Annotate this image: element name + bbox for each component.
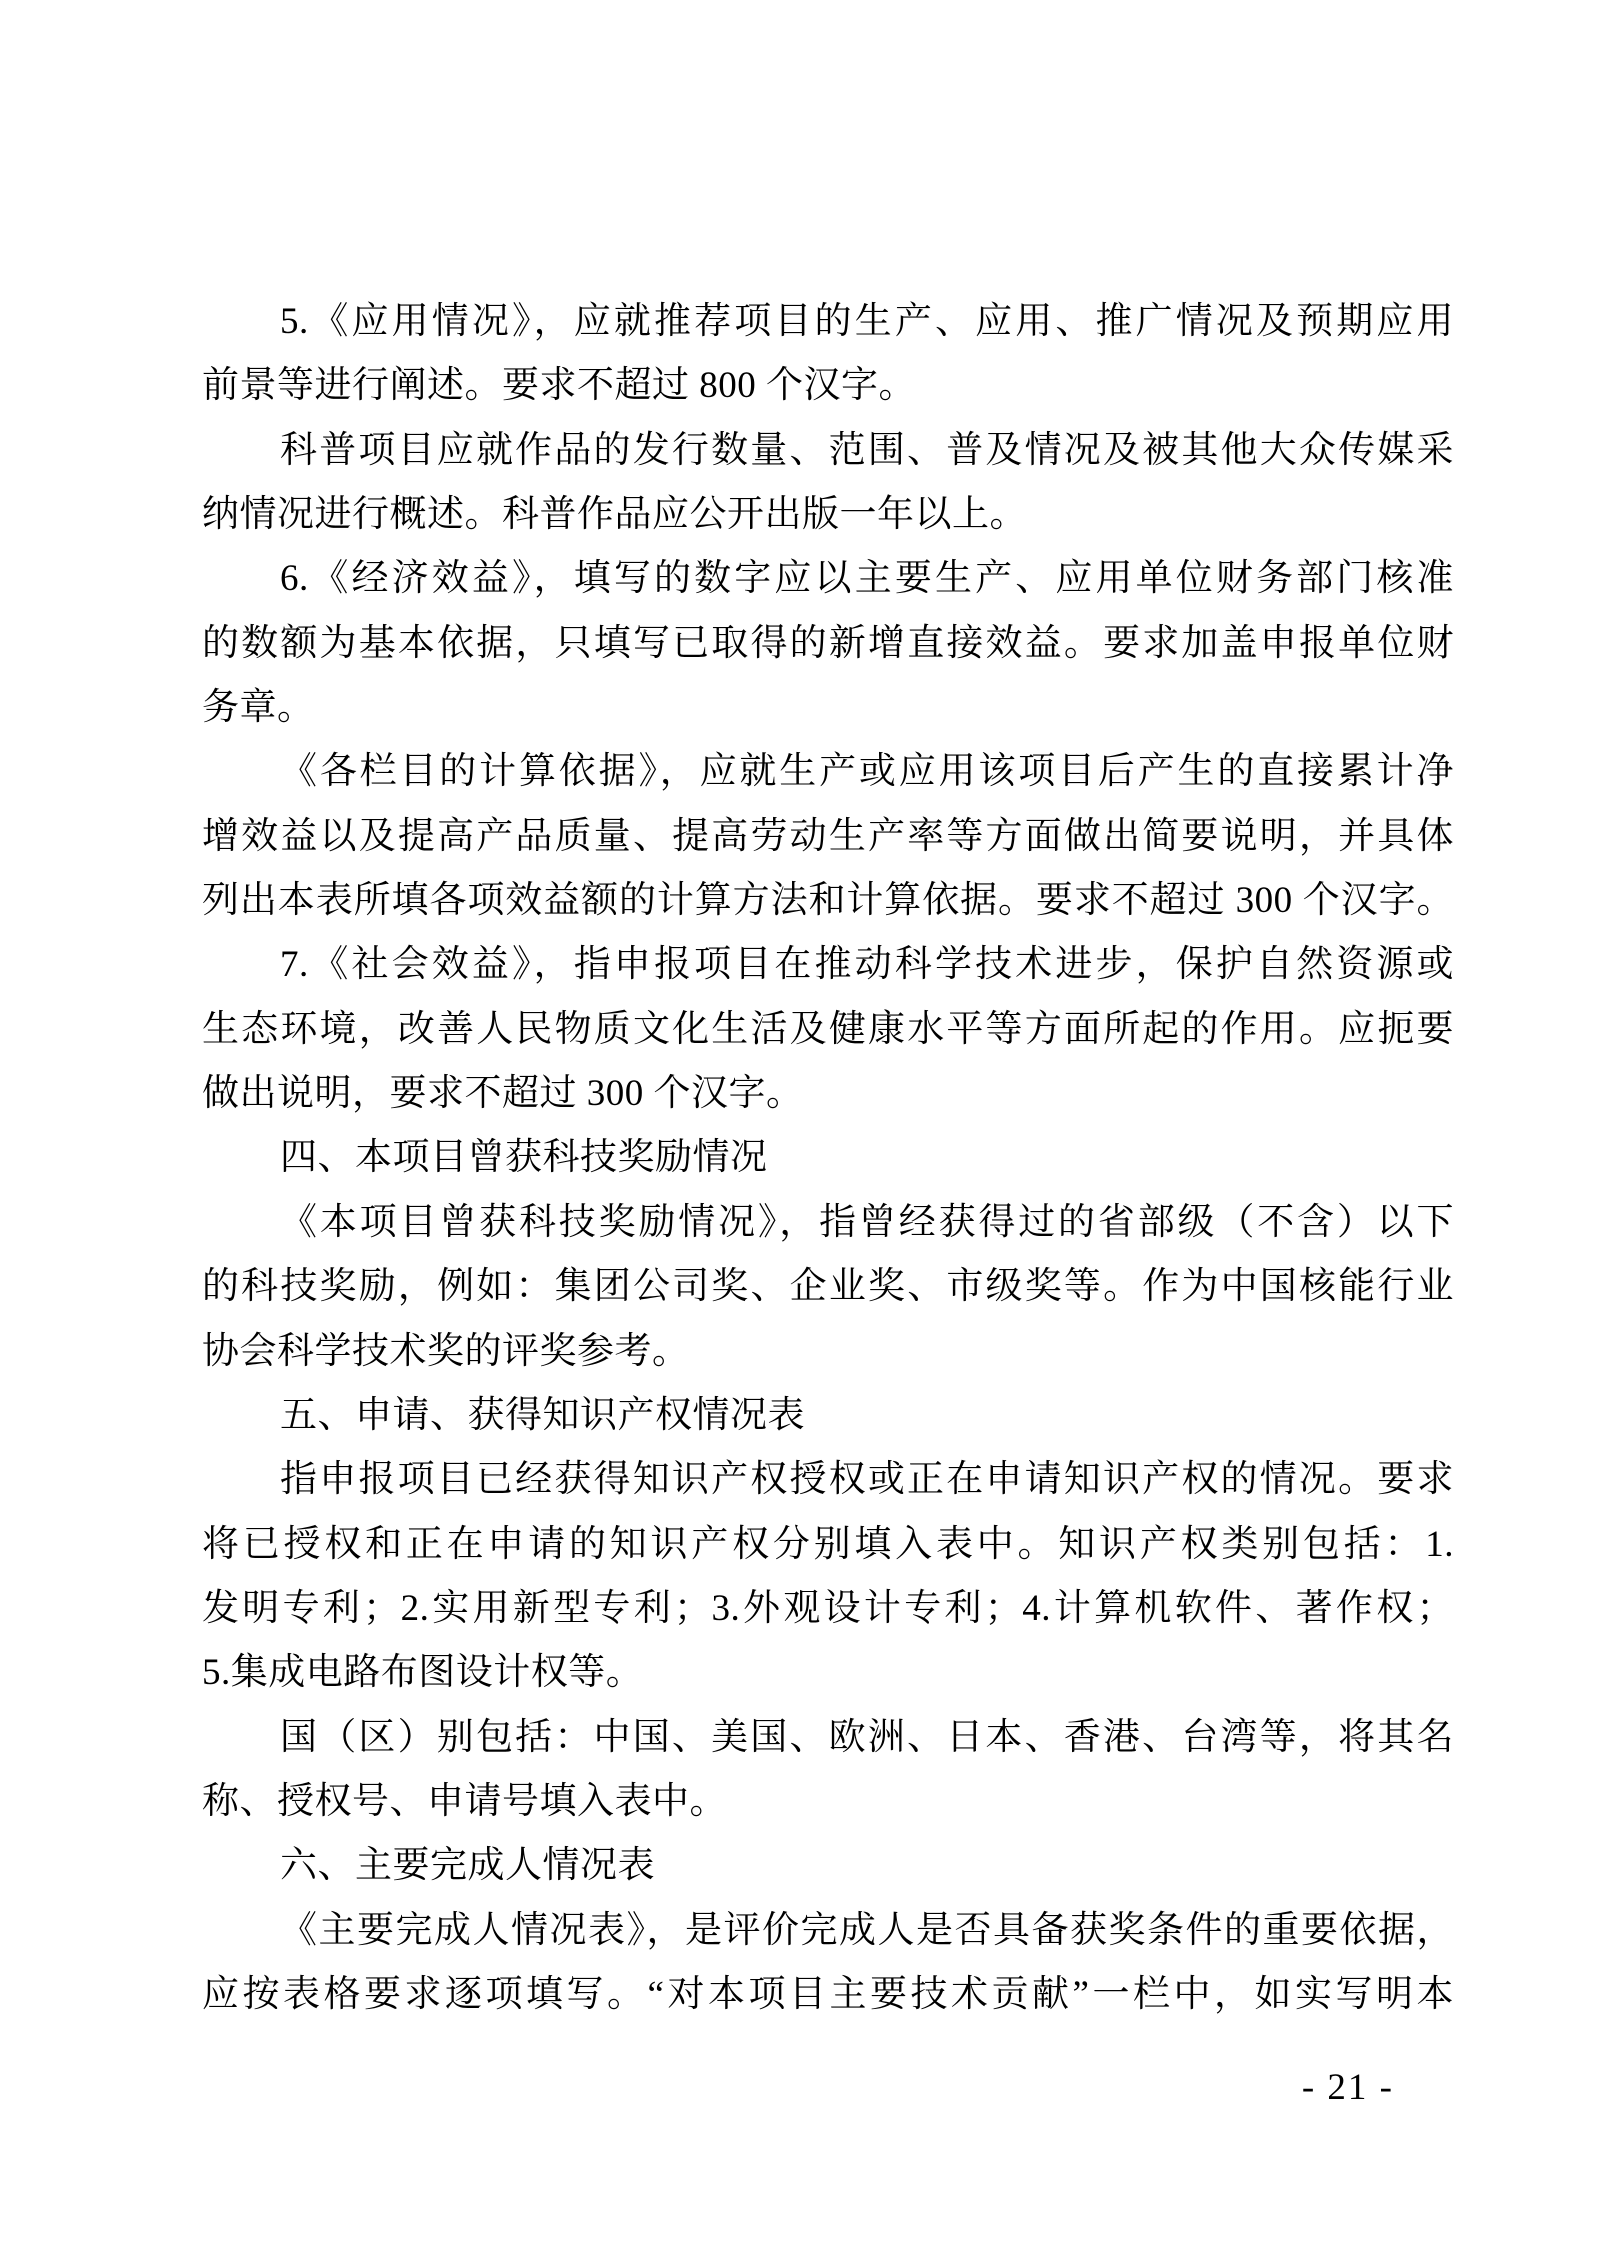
doc-line: 称、授权号、申请号填入表中。 — [202, 1780, 727, 1822]
doc-line: 做出说明，要求不超过 300 个汉字。 — [202, 1073, 804, 1115]
section-heading-5: 五、申请、获得知识产权情况表 — [280, 1394, 805, 1436]
doc-line: 国（区）别包括：中国、美国、欧洲、日本、香港、台湾等，将其名 — [280, 1716, 1454, 1758]
doc-line: 6.《经济效益》，填写的数字应以主要生产、应用单位财务部门核准 — [280, 558, 1454, 600]
doc-line: 纳情况进行概述。科普作品应公开出版一年以上。 — [202, 494, 1027, 536]
doc-line: 的科技奖励，例如：集团公司奖、企业奖、市级奖等。作为中国核能行业 — [202, 1266, 1454, 1308]
doc-line: 《主要完成人情况表》，是评价完成人是否具备获奖条件的重要依据， — [280, 1909, 1454, 1951]
doc-line: 发明专利；2.实用新型专利；3.外观设计专利；4.计算机软件、著作权； — [202, 1587, 1454, 1629]
doc-line: 务章。 — [202, 687, 315, 729]
document-text-block — [202, 290, 1454, 2027]
doc-line: 5.《应用情况》，应就推荐项目的生产、应用、推广情况及预期应用 — [280, 301, 1454, 342]
doc-line: 《各栏目的计算依据》，应就生产或应用该项目后产生的直接累计净 — [280, 751, 1454, 793]
page-number: - 21 - — [1301, 2067, 1394, 2108]
doc-line: 生态环境，改善人民物质文化生活及健康水平等方面所起的作用。应扼要 — [202, 1008, 1454, 1050]
doc-line: 7.《社会效益》，指申报项目在推动科学技术进步，保护自然资源或 — [280, 944, 1454, 986]
doc-line: 应按表格要求逐项填写。“对本项目主要技术贡献”一栏中，如实写明本 — [202, 1973, 1454, 2015]
doc-line: 的数额为基本依据，只填写已取得的新增直接效益。要求加盖申报单位财 — [202, 622, 1454, 664]
doc-line: 增效益以及提高产品质量、提高劳动生产率等方面做出简要说明，并具体 — [202, 815, 1454, 857]
doc-line: 将已授权和正在申请的知识产权分别填入表中。知识产权类别包括：1. — [202, 1523, 1454, 1565]
section-heading-4: 四、本项目曾获科技奖励情况 — [280, 1137, 768, 1179]
doc-line: 协会科学技术奖的评奖参考。 — [202, 1330, 690, 1372]
doc-line: 《本项目曾获科技奖励情况》，指曾经获得过的省部级（不含）以下 — [280, 1201, 1454, 1243]
doc-line: 指申报项目已经获得知识产权授权或正在申请知识产权的情况。要求 — [280, 1459, 1454, 1501]
doc-line: 列出本表所填各项效益额的计算方法和计算依据。要求不超过 300 个汉字。 — [202, 880, 1454, 922]
doc-line: 5.集成电路布图设计权等。 — [202, 1652, 644, 1694]
doc-line: 科普项目应就作品的发行数量、范围、普及情况及被其他大众传媒采 — [280, 429, 1454, 471]
doc-line: 前景等进行阐述。要求不超过 800 个汉字。 — [202, 365, 916, 407]
section-heading-6: 六、主要完成人情况表 — [280, 1845, 655, 1887]
